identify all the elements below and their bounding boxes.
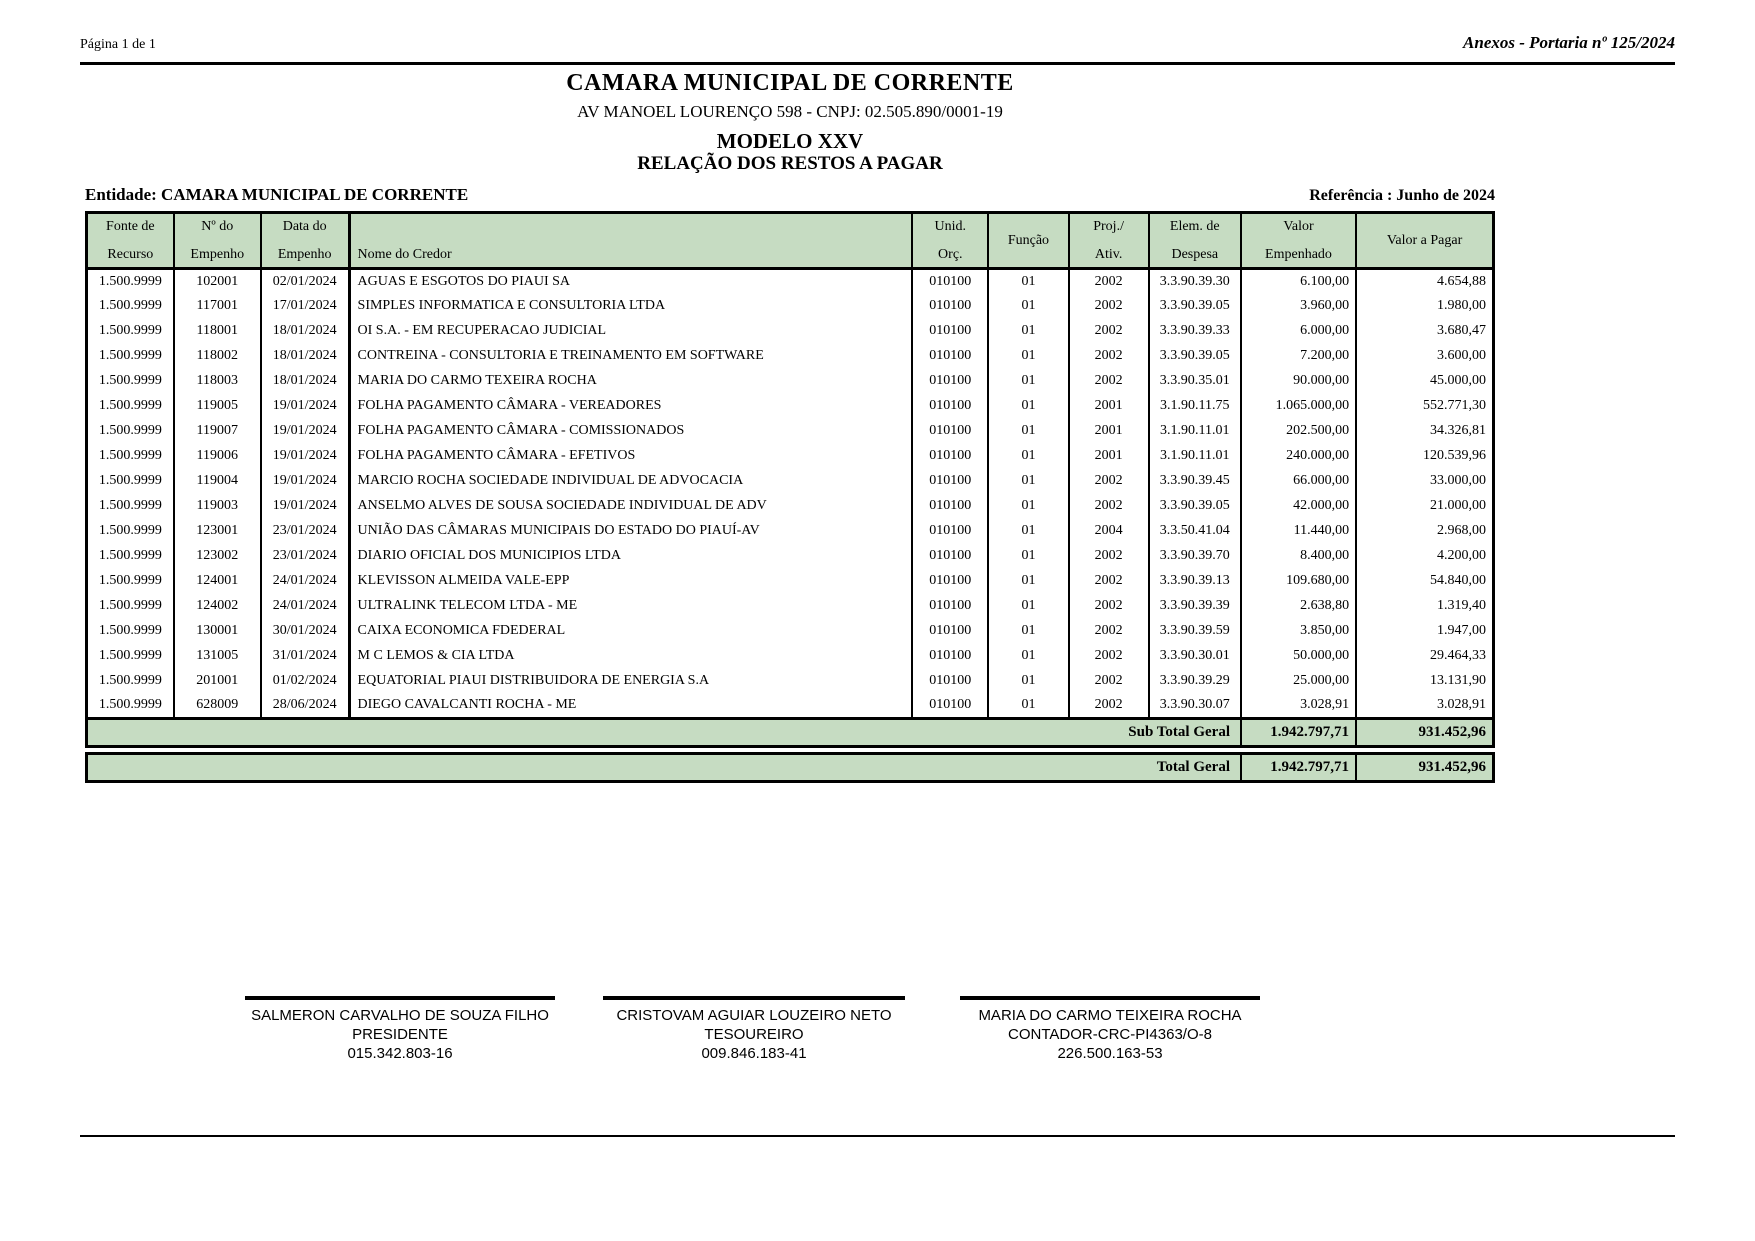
cell-funcao: 01 [988,669,1068,694]
cell-data-empenho: 17/01/2024 [261,294,349,319]
cell-fonte-recurso: 1.500.9999 [98,273,162,289]
signer-name: SALMERON CARVALHO DE SOUZA FILHO [251,1007,549,1024]
cell-data-empenho: 31/01/2024 [261,644,349,669]
cell-fonte-recurso: 1.500.9999 [98,348,162,364]
cell-valor-empenhado: 1.065.000,00 [1241,394,1356,419]
cell-funcao: 01 [988,294,1068,319]
cell-fonte-recurso: 1.500.9999 [98,373,162,389]
cell-nome-credor: FOLHA PAGAMENTO CÂMARA - COMISSIONADOS [349,419,912,444]
cell-unid-orc: 010100 [912,294,988,319]
table-row [87,519,1494,544]
signature-treasurer [603,996,905,1063]
cell-elem-despesa: 3.3.90.39.13 [1149,569,1241,594]
model-title: MODELO XXV [716,129,864,154]
cell-data-empenho: 02/01/2024 [261,269,349,294]
signer-role: PRESIDENTE [352,1026,448,1043]
subtotal-row [85,720,1495,748]
signature-section [85,996,1495,1086]
cell-unid-orc: 010100 [912,669,988,694]
cell-proj-ativ: 2002 [1069,319,1149,344]
cell-proj-ativ: 2002 [1069,544,1149,569]
cell-unid-orc: 010100 [912,569,988,594]
cell-valor-empenhado: 202.500,00 [1241,419,1356,444]
cell-valor-a-pagar: 33.000,00 [1356,469,1493,494]
table-row [87,619,1494,644]
col-nome-credor: Nome do Credor [349,213,912,269]
document-content [85,0,1495,783]
cell-unid-orc: 010100 [912,319,988,344]
cell-funcao: 01 [988,619,1068,644]
cell-elem-despesa: 3.3.90.30.07 [1149,694,1241,719]
cell-nome-credor: FOLHA PAGAMENTO CÂMARA - EFETIVOS [349,444,912,469]
cell-valor-a-pagar: 45.000,00 [1356,369,1493,394]
cell-valor-empenhado: 3.960,00 [1241,294,1356,319]
cell-numero-empenho: 201001 [174,669,261,694]
cell-funcao: 01 [988,469,1068,494]
cell-nome-credor: M C LEMOS & CIA LTDA [349,644,912,669]
cell-valor-empenhado: 42.000,00 [1241,494,1356,519]
table-row [87,669,1494,694]
cell-unid-orc: 010100 [912,619,988,644]
cell-valor-empenhado: 90.000,00 [1241,369,1356,394]
cell-fonte-recurso: 1.500.9999 [98,473,162,489]
page-number: Página 1 de 1 [80,37,156,52]
annex-reference: Anexos - Portaria nº 125/2024 [1463,33,1675,52]
cell-funcao: 01 [988,369,1068,394]
cell-nome-credor: KLEVISSON ALMEIDA VALE-EPP [349,569,912,594]
cell-valor-a-pagar: 3.028,91 [1356,694,1493,719]
cell-elem-despesa: 3.3.90.39.33 [1149,319,1241,344]
signer-cpf: 226.500.163-53 [1057,1045,1163,1062]
cell-proj-ativ: 2002 [1069,469,1149,494]
cell-valor-empenhado: 11.440,00 [1241,519,1356,544]
cell-elem-despesa: 3.3.90.35.01 [1149,369,1241,394]
total-valor-empenhado: 1.942.797,71 [1240,755,1355,780]
signer-role: TESOUREIRO [704,1026,804,1043]
cell-fonte-recurso: 1.500.9999 [98,523,162,539]
col-unid-orc: Unid. Orç. [912,213,988,269]
col-valor-a-pagar: Valor a Pagar [1356,213,1493,269]
cell-proj-ativ: 2002 [1069,494,1149,519]
cell-numero-empenho: 628009 [174,694,261,719]
cell-fonte-recurso: 1.500.9999 [98,548,162,564]
cell-elem-despesa: 3.3.90.39.30 [1149,269,1241,294]
table-row [87,544,1494,569]
footer-rule [80,1135,1675,1137]
cell-data-empenho: 23/01/2024 [261,519,349,544]
table-row [87,594,1494,619]
cell-unid-orc: 010100 [912,419,988,444]
cell-unid-orc: 010100 [912,519,988,544]
table-row [87,569,1494,594]
col-funcao: Função [988,213,1068,269]
restos-a-pagar-table [85,211,1495,720]
cell-nome-credor: AGUAS E ESGOTOS DO PIAUI SA [349,269,912,294]
cell-valor-empenhado: 8.400,00 [1241,544,1356,569]
cell-nome-credor: DIEGO CAVALCANTI ROCHA - ME [349,694,912,719]
cell-fonte-recurso: 1.500.9999 [98,498,162,514]
cell-fonte-recurso: 1.500.9999 [98,423,162,439]
table-row [87,369,1494,394]
table-row [87,444,1494,469]
cell-elem-despesa: 3.3.90.39.29 [1149,669,1241,694]
cell-valor-a-pagar: 120.539,96 [1356,444,1493,469]
cell-unid-orc: 010100 [912,394,988,419]
total-label: Total Geral [1156,759,1230,776]
cell-nome-credor: CAIXA ECONOMICA FDEDERAL [349,619,912,644]
cell-elem-despesa: 3.1.90.11.75 [1149,394,1241,419]
col-data-empenho: Data do Empenho [261,213,349,269]
cell-elem-despesa: 3.3.90.39.05 [1149,344,1241,369]
cell-unid-orc: 010100 [912,469,988,494]
cell-valor-empenhado: 25.000,00 [1241,669,1356,694]
total-valor-a-pagar: 931.452,96 [1355,755,1492,780]
cell-data-empenho: 18/01/2024 [261,369,349,394]
cell-unid-orc: 010100 [912,494,988,519]
cell-fonte-recurso: 1.500.9999 [98,697,162,713]
cell-funcao: 01 [988,594,1068,619]
cell-funcao: 01 [988,494,1068,519]
cell-valor-empenhado: 7.200,00 [1241,344,1356,369]
cell-valor-a-pagar: 29.464,33 [1356,644,1493,669]
cell-valor-a-pagar: 21.000,00 [1356,494,1493,519]
cell-elem-despesa: 3.3.90.39.39 [1149,594,1241,619]
cell-valor-a-pagar: 13.131,90 [1356,669,1493,694]
col-proj-ativ: Proj./ Ativ. [1069,213,1149,269]
cell-nome-credor: ANSELMO ALVES DE SOUSA SOCIEDADE INDIVIDUAL DE ADV [349,494,912,519]
cell-proj-ativ: 2001 [1069,394,1149,419]
cell-numero-empenho: 123001 [174,519,261,544]
cell-valor-empenhado: 6.100,00 [1241,269,1356,294]
report-title: RELAÇÃO DOS RESTOS A PAGAR [637,153,943,175]
reference-label: Referência : Junho de 2024 [1309,187,1495,205]
subtotal-valor-a-pagar: 931.452,96 [1355,720,1492,745]
cell-elem-despesa: 3.3.90.30.01 [1149,644,1241,669]
cell-fonte-recurso: 1.500.9999 [98,623,162,639]
cell-proj-ativ: 2002 [1069,619,1149,644]
org-name: CAMARA MUNICIPAL DE CORRENTE [566,70,1014,96]
table-row [87,419,1494,444]
cell-proj-ativ: 2002 [1069,569,1149,594]
cell-funcao: 01 [988,544,1068,569]
table-row [87,344,1494,369]
cell-proj-ativ: 2002 [1069,344,1149,369]
cell-data-empenho: 19/01/2024 [261,444,349,469]
signer-cpf: 015.342.803-16 [347,1045,453,1062]
table-row [87,294,1494,319]
cell-numero-empenho: 119006 [174,444,261,469]
cell-unid-orc: 010100 [912,269,988,294]
cell-proj-ativ: 2002 [1069,269,1149,294]
cell-funcao: 01 [988,444,1068,469]
cell-numero-empenho: 119005 [174,394,261,419]
cell-fonte-recurso: 1.500.9999 [98,673,162,689]
cell-data-empenho: 19/01/2024 [261,419,349,444]
cell-valor-empenhado: 6.000,00 [1241,319,1356,344]
cell-data-empenho: 19/01/2024 [261,494,349,519]
cell-nome-credor: SIMPLES INFORMATICA E CONSULTORIA LTDA [349,294,912,319]
col-elem-despesa: Elem. de Despesa [1149,213,1241,269]
cell-numero-empenho: 117001 [174,294,261,319]
cell-valor-empenhado: 3.850,00 [1241,619,1356,644]
cell-unid-orc: 010100 [912,644,988,669]
subtotal-label: Sub Total Geral [1128,724,1230,741]
cell-funcao: 01 [988,569,1068,594]
subtotal-valor-empenhado: 1.942.797,71 [1240,720,1355,745]
table-row [87,469,1494,494]
cell-valor-a-pagar: 3.680,47 [1356,319,1493,344]
cell-data-empenho: 18/01/2024 [261,344,349,369]
cell-data-empenho: 01/02/2024 [261,669,349,694]
cell-funcao: 01 [988,694,1068,719]
cell-data-empenho: 19/01/2024 [261,394,349,419]
cell-valor-empenhado: 240.000,00 [1241,444,1356,469]
cell-valor-a-pagar: 1.319,40 [1356,594,1493,619]
cell-data-empenho: 23/01/2024 [261,544,349,569]
cell-funcao: 01 [988,419,1068,444]
cell-nome-credor: UNIÃO DAS CÂMARAS MUNICIPAIS DO ESTADO DO PIAUÍ-AV [349,519,912,544]
signer-name: MARIA DO CARMO TEIXEIRA ROCHA [978,1007,1242,1024]
org-address: AV MANOEL LOURENÇO 598 - CNPJ: 02.505.890/0001-19 [577,101,1003,121]
cell-nome-credor: MARIA DO CARMO TEXEIRA ROCHA [349,369,912,394]
cell-funcao: 01 [988,394,1068,419]
cell-unid-orc: 010100 [912,544,988,569]
cell-valor-a-pagar: 3.600,00 [1356,344,1493,369]
cell-numero-empenho: 119004 [174,469,261,494]
cell-valor-a-pagar: 2.968,00 [1356,519,1493,544]
cell-numero-empenho: 124002 [174,594,261,619]
cell-valor-a-pagar: 34.326,81 [1356,419,1493,444]
cell-proj-ativ: 2002 [1069,644,1149,669]
cell-elem-despesa: 3.3.90.39.05 [1149,294,1241,319]
cell-valor-a-pagar: 552.771,30 [1356,394,1493,419]
signature-president [245,996,555,1063]
cell-nome-credor: MARCIO ROCHA SOCIEDADE INDIVIDUAL DE ADVOCACIA [349,469,912,494]
cell-valor-empenhado: 3.028,91 [1241,694,1356,719]
cell-nome-credor: CONTREINA - CONSULTORIA E TREINAMENTO EM SOFTWARE [349,344,912,369]
cell-data-empenho: 18/01/2024 [261,319,349,344]
cell-valor-empenhado: 66.000,00 [1241,469,1356,494]
cell-numero-empenho: 131005 [174,644,261,669]
cell-data-empenho: 24/01/2024 [261,569,349,594]
cell-unid-orc: 010100 [912,594,988,619]
cell-elem-despesa: 3.3.90.39.70 [1149,544,1241,569]
cell-elem-despesa: 3.3.90.39.59 [1149,619,1241,644]
cell-proj-ativ: 2001 [1069,444,1149,469]
cell-fonte-recurso: 1.500.9999 [98,448,162,464]
cell-numero-empenho: 118003 [174,369,261,394]
cell-fonte-recurso: 1.500.9999 [98,298,162,314]
col-numero-empenho: Nº do Empenho [174,213,261,269]
table-row [87,269,1494,294]
cell-unid-orc: 010100 [912,444,988,469]
cell-proj-ativ: 2001 [1069,419,1149,444]
signature-line [960,996,1260,1000]
table-row [87,644,1494,669]
cell-unid-orc: 010100 [912,344,988,369]
cell-funcao: 01 [988,519,1068,544]
cell-unid-orc: 010100 [912,694,988,719]
cell-valor-a-pagar: 4.200,00 [1356,544,1493,569]
signature-line [603,996,905,1000]
cell-numero-empenho: 118001 [174,319,261,344]
cell-elem-despesa: 3.3.50.41.04 [1149,519,1241,544]
cell-proj-ativ: 2004 [1069,519,1149,544]
cell-funcao: 01 [988,269,1068,294]
cell-valor-a-pagar: 54.840,00 [1356,569,1493,594]
cell-elem-despesa: 3.1.90.11.01 [1149,419,1241,444]
col-valor-empenhado: Valor Empenhado [1241,213,1356,269]
cell-valor-a-pagar: 1.980,00 [1356,294,1493,319]
cell-funcao: 01 [988,344,1068,369]
cell-fonte-recurso: 1.500.9999 [98,398,162,414]
cell-elem-despesa: 3.3.90.39.45 [1149,469,1241,494]
table-header-row [87,213,1494,269]
document-header [85,70,1495,175]
cell-unid-orc: 010100 [912,369,988,394]
cell-numero-empenho: 130001 [174,619,261,644]
cell-fonte-recurso: 1.500.9999 [98,573,162,589]
cell-numero-empenho: 123002 [174,544,261,569]
cell-nome-credor: OI S.A. - EM RECUPERACAO JUDICIAL [349,319,912,344]
table-row [87,494,1494,519]
cell-valor-empenhado: 109.680,00 [1241,569,1356,594]
cell-valor-empenhado: 50.000,00 [1241,644,1356,669]
cell-proj-ativ: 2002 [1069,669,1149,694]
signature-accountant [960,996,1260,1063]
cell-fonte-recurso: 1.500.9999 [98,598,162,614]
cell-valor-a-pagar: 1.947,00 [1356,619,1493,644]
cell-valor-empenhado: 2.638,80 [1241,594,1356,619]
cell-data-empenho: 19/01/2024 [261,469,349,494]
signature-line [245,996,555,1000]
cell-fonte-recurso: 1.500.9999 [98,648,162,664]
cell-fonte-recurso: 1.500.9999 [98,323,162,339]
cell-proj-ativ: 2002 [1069,294,1149,319]
table-row [87,319,1494,344]
col-fonte-recurso: Fonte de Recurso [106,218,155,262]
signer-cpf: 009.846.183-41 [701,1045,807,1062]
cell-nome-credor: FOLHA PAGAMENTO CÂMARA - VEREADORES [349,394,912,419]
cell-proj-ativ: 2002 [1069,694,1149,719]
cell-valor-a-pagar: 4.654,88 [1356,269,1493,294]
cell-numero-empenho: 118002 [174,344,261,369]
cell-data-empenho: 28/06/2024 [261,694,349,719]
table-row [87,694,1494,719]
table-row [87,394,1494,419]
cell-proj-ativ: 2002 [1069,594,1149,619]
signer-name: CRISTOVAM AGUIAR LOUZEIRO NETO [616,1007,892,1024]
cell-nome-credor: ULTRALINK TELECOM LTDA - ME [349,594,912,619]
signer-role: CONTADOR-CRC-PI4363/O-8 [1008,1026,1212,1043]
entity-row [85,185,1495,205]
table-body [87,269,1494,719]
cell-nome-credor: EQUATORIAL PIAUI DISTRIBUIDORA DE ENERGIA S.A [349,669,912,694]
cell-numero-empenho: 102001 [174,269,261,294]
total-row [85,752,1495,783]
cell-proj-ativ: 2002 [1069,369,1149,394]
cell-elem-despesa: 3.1.90.11.01 [1149,444,1241,469]
cell-data-empenho: 24/01/2024 [261,594,349,619]
cell-numero-empenho: 119007 [174,419,261,444]
cell-funcao: 01 [988,644,1068,669]
cell-numero-empenho: 119003 [174,494,261,519]
cell-elem-despesa: 3.3.90.39.05 [1149,494,1241,519]
cell-funcao: 01 [988,319,1068,344]
cell-data-empenho: 30/01/2024 [261,619,349,644]
entity-label: Entidade: CAMARA MUNICIPAL DE CORRENTE [85,185,469,205]
cell-numero-empenho: 124001 [174,569,261,594]
cell-nome-credor: DIARIO OFICIAL DOS MUNICIPIOS LTDA [349,544,912,569]
